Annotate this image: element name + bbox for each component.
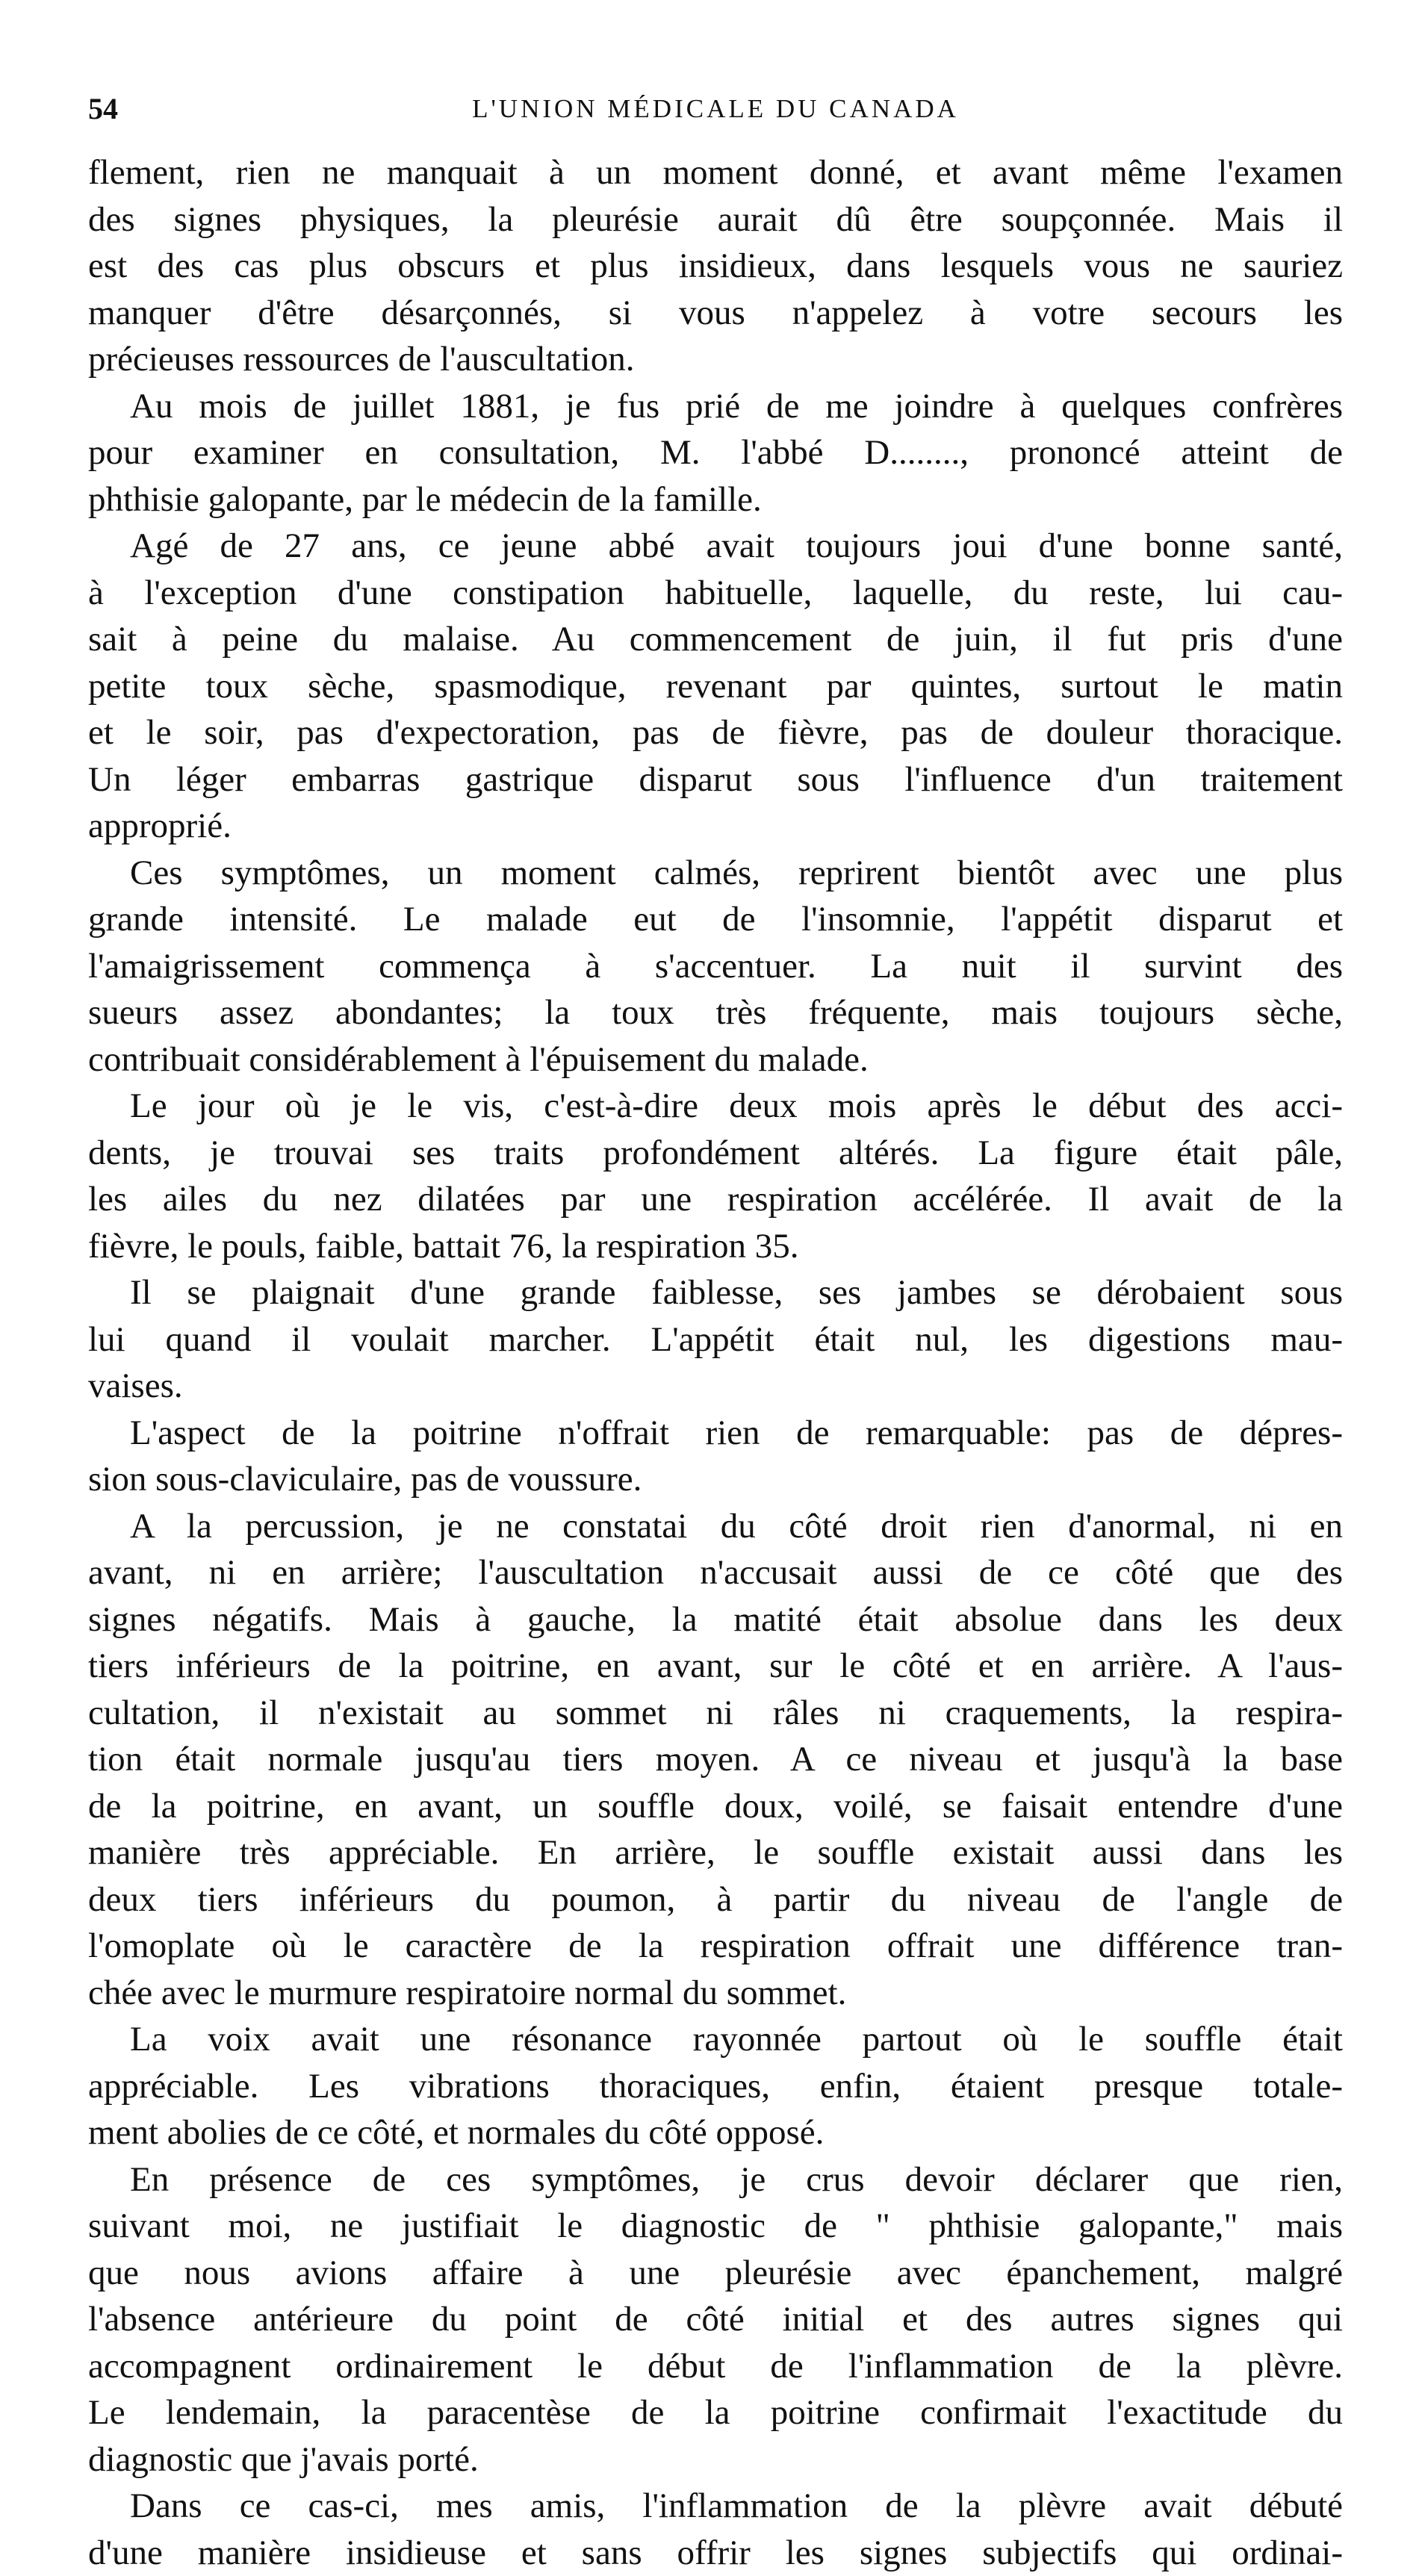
text-line: manière très appréciable. En arrière, le souffle existait aussi dans les [88, 1829, 1343, 1876]
text-line: tiers inférieurs de la poitrine, en avant, sur le côté et en arrière. A l'aus- [88, 1643, 1343, 1690]
text-line: que nous avions affaire à une pleurésie avec épanchement, malgré [88, 2250, 1343, 2297]
text-line: d'une manière insidieuse et sans offrir les signes subjectifs qui ordinai- [88, 2530, 1343, 2576]
text-line: phthisie galopante, par le médecin de la famille. [88, 476, 1343, 523]
body-text [88, 149, 1343, 2576]
text-line: Agé de 27 ans, ce jeune abbé avait toujours joui d'une bonne santé, [88, 523, 1343, 570]
text-line: flement, rien ne manquait à un moment donné, et avant même l'examen [88, 149, 1343, 196]
text-line: est des cas plus obscurs et plus insidieux, dans lesquels vous ne sauriez [88, 243, 1343, 290]
text-line: accompagnent ordinairement le début de l'inflammation de la plèvre. [88, 2343, 1343, 2390]
text-line: appréciable. Les vibrations thoraciques, enfin, étaient presque totale- [88, 2063, 1343, 2110]
text-line: chée avec le murmure respiratoire normal du sommet. [88, 1970, 1343, 2017]
text-line: Au mois de juillet 1881, je fus prié de me joindre à quelques confrères [88, 383, 1343, 430]
text-line: diagnostic que j'avais porté. [88, 2436, 1343, 2483]
text-line: avant, ni en arrière; l'auscultation n'accusait aussi de ce côté que des [88, 1549, 1343, 1596]
journal-title: L'UNION MÉDICALE DU CANADA [88, 88, 1343, 130]
text-line: fièvre, le pouls, faible, battait 76, la respiration 35. [88, 1223, 1343, 1270]
text-line: deux tiers inférieurs du poumon, à partir du niveau de l'angle de [88, 1876, 1343, 1923]
text-line: Le lendemain, la paracentèse de la poitrine confirmait l'exactitude du [88, 2389, 1343, 2436]
text-line: manquer d'être désarçonnés, si vous n'appelez à votre secours les [88, 290, 1343, 337]
text-line: l'omoplate où le caractère de la respiration offrait une différence tran- [88, 1923, 1343, 1970]
text-line: En présence de ces symptômes, je crus devoir déclarer que rien, [88, 2156, 1343, 2203]
text-line: contribuait considérablement à l'épuisement du malade. [88, 1036, 1343, 1083]
text-line: cultation, il n'existait au sommet ni râles ni craquements, la respira- [88, 1690, 1343, 1737]
text-line: tion était normale jusqu'au tiers moyen. A ce niveau et jusqu'à la base [88, 1736, 1343, 1783]
text-line: sait à peine du malaise. Au commencement de juin, il fut pris d'une [88, 616, 1343, 663]
text-line: précieuses ressources de l'auscultation. [88, 336, 1343, 383]
text-line: Un léger embarras gastrique disparut sous l'influence d'un traitement [88, 756, 1343, 803]
text-line: Dans ce cas-ci, mes amis, l'inflammation de la plèvre avait débuté [88, 2483, 1343, 2530]
text-line: Il se plaignait d'une grande faiblesse, ses jambes se dérobaient sous [88, 1269, 1343, 1316]
text-line: lui quand il voulait marcher. L'appétit était nul, les digestions mau- [88, 1316, 1343, 1363]
running-header [88, 88, 1343, 130]
text-line: ment abolies de ce côté, et normales du côté opposé. [88, 2109, 1343, 2156]
text-line: les ailes du nez dilatées par une respiration accélérée. Il avait de la [88, 1176, 1343, 1223]
text-line: vaises. [88, 1363, 1343, 1410]
text-line: signes négatifs. Mais à gauche, la matité était absolue dans les deux [88, 1596, 1343, 1643]
text-line: l'absence antérieure du point de côté initial et des autres signes qui [88, 2296, 1343, 2343]
text-line: petite toux sèche, spasmodique, revenant par quintes, surtout le matin [88, 663, 1343, 710]
text-line: La voix avait une résonance rayonnée partout où le souffle était [88, 2016, 1343, 2063]
text-line: suivant moi, ne justifiait le diagnostic de " phthisie galopante," mais [88, 2203, 1343, 2250]
text-line: L'aspect de la poitrine n'offrait rien de remarquable: pas de dépres- [88, 1410, 1343, 1457]
page-number: 54 [88, 88, 118, 130]
text-line: grande intensité. Le malade eut de l'insomnie, l'appétit disparut et [88, 896, 1343, 943]
text-line: sion sous-claviculaire, pas de voussure. [88, 1456, 1343, 1503]
text-line: des signes physiques, la pleurésie aurait dû être soupçonnée. Mais il [88, 196, 1343, 243]
text-line: pour examiner en consultation, M. l'abbé D........, prononcé atteint de [88, 429, 1343, 476]
text-line: A la percussion, je ne constatai du côté droit rien d'anormal, ni en [88, 1503, 1343, 1550]
text-line: Ces symptômes, un moment calmés, reprirent bientôt avec une plus [88, 850, 1343, 897]
text-line: à l'exception d'une constipation habituelle, laquelle, du reste, lui cau- [88, 570, 1343, 617]
text-line: et le soir, pas d'expectoration, pas de fièvre, pas de douleur thoracique. [88, 709, 1343, 756]
text-line: de la poitrine, en avant, un souffle doux, voilé, se faisait entendre d'une [88, 1783, 1343, 1830]
text-line: dents, je trouvai ses traits profondément altérés. La figure était pâle, [88, 1130, 1343, 1177]
text-line: approprié. [88, 803, 1343, 850]
text-line: sueurs assez abondantes; la toux très fréquente, mais toujours sèche, [88, 989, 1343, 1036]
text-line: l'amaigrissement commença à s'accentuer. La nuit il survint des [88, 943, 1343, 990]
text-line: Le jour où je le vis, c'est-à-dire deux mois après le début des acci- [88, 1083, 1343, 1130]
